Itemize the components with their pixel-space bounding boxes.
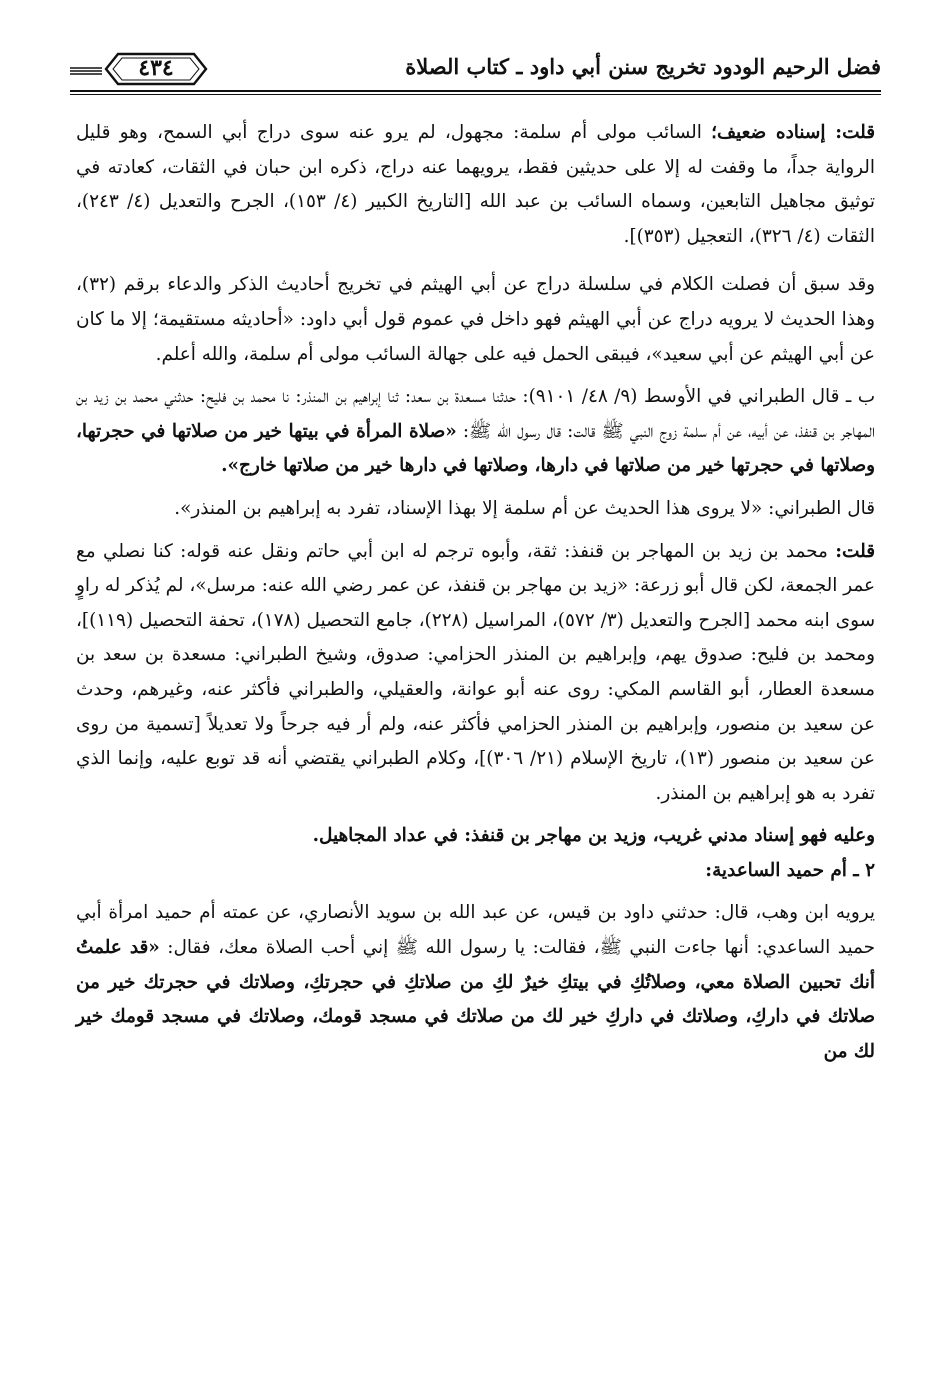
paragraph-7-text: يرويه ابن وهب، قال: حدثني داود بن قيس، عن عبد الله بن سويد الأنصاري، عن عمته أم حميد امرأة أبي حميد الساعدي: أنها جاءت النبي ﷺ، فقالت: يا رسول الله ﷺ إني أحب الصلاة معك، فقال: [76,902,876,959]
paragraph-1 [76,116,875,254]
paragraph-1-text: السائب مولى أم سلمة: مجهول، لم يرو عنه سوى دراج أبي السمح، وهو قليل الرواية جداً، ما وقفت له إلا على حديثين فقط، يرويهما عنه دراج، ذكره ابن حبان في الثقات، كعادته في توثيق مجاهيل التابعين، وسماه السائب بن عبد الله [التاريخ الكبير (٤/ ١٥٣)، الجرح والتعديل (٤/ ٢٤٣)، الثقات (٤/ ٣٢٦)، التعجيل (٣٥٣)]. [76,122,875,247]
paragraph-7 [76,896,875,1069]
page-number-frame [104,52,208,86]
paragraph-5-lead: قلت: [835,540,875,562]
page-header [70,50,881,102]
paragraph-5 [76,535,875,812]
hadith-text-1: «صلاة المرأة في بيتها خير من صلاتها في حجرتها، وصلاتها في حجرتها خير من صلاتها في دارها، وصلاتها في دارها خير من صلاتها خارج». [76,420,875,477]
paragraph-2: وقد سبق أن فصلت الكلام في سلسلة دراج عن أبي الهيثم في تخريج أحاديث الذكر والدعاء برقم (٣٢)، وهذا الحديث لا يرويه دراج عن أبي الهيثم فهو داخل في عموم قول أبي داود: «أحاديثه مستقيمة؛ إلا ما كان عن أبي الهيثم عن أبي سعيد»، فيبقى الحمل فيه على جهالة السائب مولى أم سلمة، والله أعلم. [76,274,875,365]
paragraph-1-lead: قلت: إسناده ضعيف؛ [711,122,876,143]
page-number: ٤٣٤ [138,55,174,81]
ornament-icon [70,62,102,74]
paragraph-6: وعليه فهو إسناد مدني غريب، وزيد بن مهاجر بن قنفذ: في عداد المجاهيل. [312,825,875,847]
paragraph-3-text: ب ـ قال الطبراني في الأوسط (٩/ ٤٨/ ٩١٠١): حدثنا مسعدة بن سعد: ثنا إبراهيم بن المنذر: نا محمد بن فليح: حدثني محمد بن زيد بن المهاجر بن قنفذ، عن أبيه، عن أم سلمة زوج النبي ﷺ قالت: قال رسول الله ﷺ: [76,386,876,442]
page-body [76,116,875,1069]
header-rule [70,90,881,92]
paragraph-4: قال الطبراني: «لا يروى هذا الحديث عن أم سلمة إلا بهذا الإسناد، تفرد به إبراهيم بن المنذر». [174,497,875,519]
paragraph-5-text: محمد بن زيد بن المهاجر بن قنفذ: ثقة، وأبوه ترجم له ابن أبي حاتم ونقل عنه قوله: كنا نصلي مع عمر الجمعة، لكن قال أبو زرعة: «زيد بن مهاجر بن قنفذ، عن عمر رضي الله عنه: مرسل»، لم يُذكر له راوٍ سوى ابنه محمد [الجرح والتعديل (٣/ ٥٧٢)، المراسيل (٢٢٨)، جامع التحصيل (١٧٨)، تحفة التحصيل (١١٩)]، ومحمد بن فليح: صدوق يهم، وإبراهيم بن المنذر الحزامي: صدوق، وشيخ الطبراني: مسعدة بن سعد بن مسعدة العطار، أبو القاسم المكي: روى عنه أبو عوانة، والعقيلي، والطبراني فأكثر عنه، وغيرهم، وحدث عن سعيد بن منصور، وإبراهيم بن المنذر الحزامي فأكثر عنه، ولم أر فيه جرحاً ولا تعديلاً [تسمية من روى عن سعيد بن منصور (١٣)، تاريخ الإسلام (٢١/ ٣٠٦)]، وكلام الطبراني يقتضي أنه قد توبع عليه، وإنما الذي تفرد به هو إبراهيم بن المنذر. [76,540,875,804]
running-title: فضل الرحيم الودود تخريج سنن أبي داود ـ كتاب الصلاة [405,54,881,79]
paragraph-3 [76,380,875,484]
hadith-text-2: «قد علمتُ أنك تحبين الصلاة معي، وصلاتُكِ في بيتكِ خيرٌ لكِ من صلاتكِ في حجرتكِ، وصلاتك في حجرتك خير من صلاتك في داركِ، وصلاتك في داركِ خير لك من صلاتك في مسجد قومك، وصلاتك في مسجد قومك خير لك من [76,937,875,1062]
header-rule-thin [70,94,881,95]
section-heading: ٢ ـ أم حميد الساعدية: [705,859,875,881]
